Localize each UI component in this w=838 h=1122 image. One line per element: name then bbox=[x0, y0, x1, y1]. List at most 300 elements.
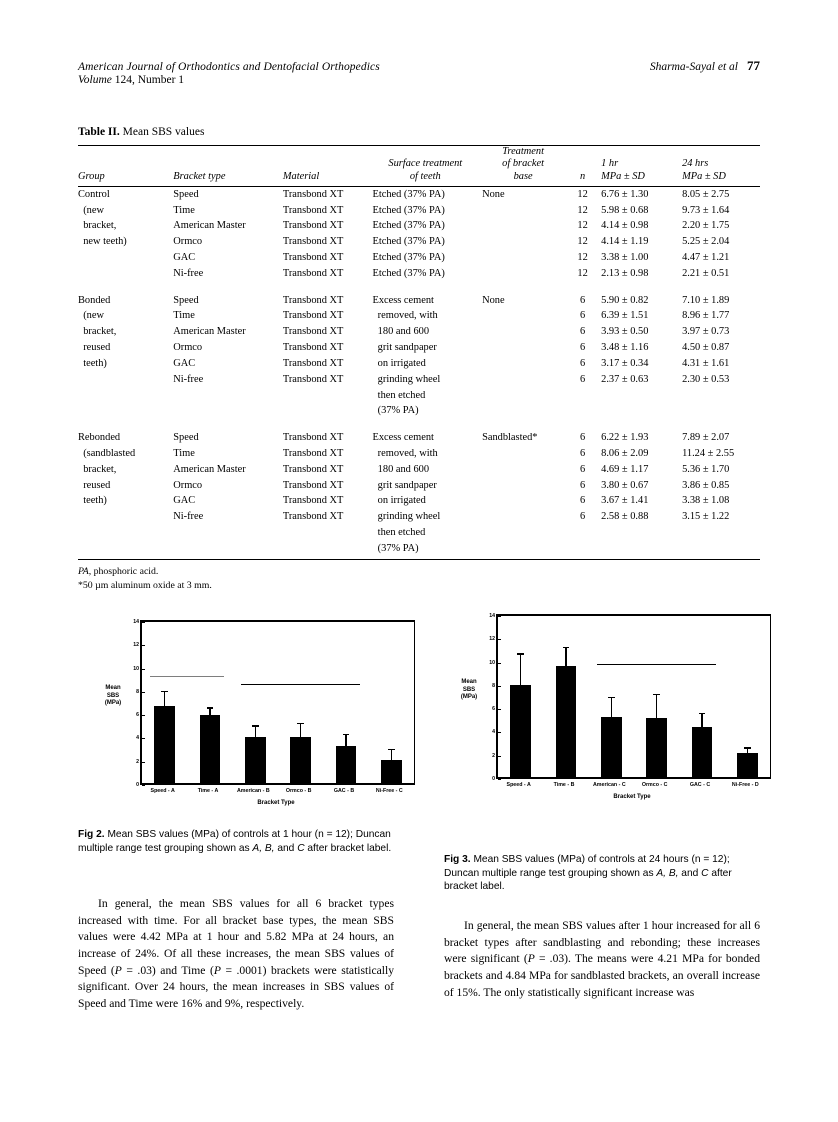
cell-base: None bbox=[482, 188, 505, 200]
cell-surface: grit sandpaper bbox=[372, 342, 437, 354]
footnote-text: *50 µm aluminum oxide at 3 mm. bbox=[78, 579, 212, 591]
cell-base bbox=[482, 356, 568, 372]
cell-empty bbox=[173, 403, 283, 419]
table-block bbox=[78, 126, 760, 593]
cell-bracket: Ni-free bbox=[173, 511, 204, 523]
cell-surface: Etched (37% PA) bbox=[372, 236, 445, 248]
cell-material: Transbond XT bbox=[282, 432, 344, 444]
cell-hr24: 4.50 ± 0.87 bbox=[682, 342, 730, 354]
cell-material: Transbond XT bbox=[282, 357, 344, 369]
cell-material: Transbond XT bbox=[282, 204, 344, 216]
cell-empty bbox=[78, 403, 173, 419]
cell-n: 6 bbox=[580, 479, 586, 491]
cell-n: 6 bbox=[580, 447, 586, 459]
th-material: Material bbox=[283, 146, 373, 186]
cell-base bbox=[482, 340, 568, 356]
cell-group: (sandblasted bbox=[78, 447, 136, 459]
cell-hr24: 4.31 ± 1.61 bbox=[682, 357, 730, 369]
cell-n: 6 bbox=[580, 432, 586, 444]
cell-hr1: 3.93 ± 0.50 bbox=[601, 326, 649, 338]
table-row bbox=[78, 250, 760, 266]
table-row bbox=[78, 186, 760, 202]
journal-title: American Journal of Orthodontics and Dentofacial Orthopedics bbox=[78, 61, 380, 73]
y-axis-tick: 6 bbox=[136, 712, 142, 718]
cell-empty bbox=[568, 541, 601, 557]
y-axis-tick: 8 bbox=[136, 689, 142, 695]
error-bar-cap bbox=[252, 725, 258, 726]
y-axis-tick: 4 bbox=[492, 729, 498, 735]
cell-empty bbox=[601, 403, 682, 419]
error-bar bbox=[656, 694, 657, 718]
cell-hr1: 6.39 ± 1.51 bbox=[601, 310, 649, 322]
x-axis-tick-label: Ni-Free - C bbox=[375, 788, 403, 794]
cell-surface: (37% PA) bbox=[372, 542, 419, 554]
cell-bracket: Time bbox=[173, 447, 195, 459]
cell-n: 6 bbox=[580, 310, 586, 322]
error-bar-cap bbox=[517, 653, 523, 654]
y-axis-title-line: (MPa) bbox=[460, 694, 478, 701]
cell-hr24: 8.05 ± 2.75 bbox=[682, 188, 730, 200]
cell-hr1: 4.14 ± 1.19 bbox=[601, 236, 649, 248]
cell-surface: Etched (37% PA) bbox=[372, 204, 445, 216]
cell-empty bbox=[173, 525, 283, 541]
cell-empty bbox=[78, 541, 173, 557]
cell-n: 12 bbox=[577, 220, 588, 232]
cell-base bbox=[482, 266, 568, 282]
table-row bbox=[78, 356, 760, 372]
cell-material: Transbond XT bbox=[282, 294, 344, 306]
x-axis-tick-label: American - B bbox=[236, 788, 270, 794]
y-axis-tick: 4 bbox=[136, 735, 142, 741]
y-axis-title-line: Mean bbox=[105, 685, 121, 692]
cell-n: 12 bbox=[577, 188, 588, 200]
cell-hr24: 4.47 ± 1.21 bbox=[682, 252, 730, 264]
y-axis-tick: 8 bbox=[492, 683, 498, 689]
cell-empty bbox=[283, 541, 373, 557]
mean-sbs-table bbox=[78, 146, 760, 557]
figure-3-caption bbox=[444, 853, 764, 894]
cell-empty bbox=[568, 403, 601, 419]
table-body bbox=[78, 186, 760, 556]
table-footnote bbox=[78, 579, 760, 593]
cell-n: 6 bbox=[580, 357, 586, 369]
cell-hr1: 3.80 ± 0.67 bbox=[601, 479, 649, 491]
cell-hr1: 3.67 ± 1.41 bbox=[601, 495, 649, 507]
cell-surface: then etched bbox=[372, 527, 426, 539]
cell-hr24: 3.15 ± 1.22 bbox=[682, 511, 730, 523]
cell-bracket: Ni-free bbox=[173, 267, 204, 279]
error-bar bbox=[345, 734, 346, 746]
cell-group: teeth) bbox=[78, 495, 107, 507]
th-surface-l1: Surface treatment bbox=[388, 158, 463, 170]
cell-bracket: American Master bbox=[173, 220, 246, 232]
cell-hr24: 7.10 ± 1.89 bbox=[682, 294, 730, 306]
cell-base: Sandblasted* bbox=[482, 432, 538, 444]
th-hr1 bbox=[601, 146, 682, 186]
cell-group: new teeth) bbox=[78, 236, 127, 248]
y-axis-title bbox=[100, 685, 126, 708]
significance-bar bbox=[150, 676, 224, 677]
cell-bracket: Ormco bbox=[173, 236, 203, 248]
cell-hr24: 8.96 ± 1.77 bbox=[682, 310, 730, 322]
table-block-gap bbox=[78, 282, 760, 293]
cell-empty bbox=[601, 541, 682, 557]
th-base-l1: Treatment bbox=[502, 146, 544, 157]
th-bracket: Bracket type bbox=[173, 146, 283, 186]
cell-n: 12 bbox=[577, 236, 588, 248]
cell-material: Transbond XT bbox=[282, 326, 344, 338]
error-bar-cap bbox=[744, 747, 750, 748]
x-axis-tick-label: GAC - B bbox=[333, 788, 355, 794]
table-bottom-rule bbox=[78, 559, 760, 560]
table-row bbox=[78, 462, 760, 478]
table-label: Table II. bbox=[78, 126, 120, 138]
cell-n: 6 bbox=[580, 463, 586, 475]
inline-italic-term: P bbox=[114, 963, 122, 977]
y-axis-title bbox=[456, 679, 482, 702]
cell-group: bracket, bbox=[78, 463, 117, 475]
cell-empty bbox=[173, 541, 283, 557]
figure-caption-tail: after bracket label. bbox=[444, 867, 732, 893]
th-base-l2: of bracket bbox=[502, 158, 544, 170]
figure-caption-conjunction: and bbox=[274, 842, 298, 854]
plot-area bbox=[133, 619, 415, 788]
cell-bracket: Ormco bbox=[173, 342, 203, 354]
cell-n: 6 bbox=[580, 342, 586, 354]
cell-material: Transbond XT bbox=[282, 188, 344, 200]
cell-material: Transbond XT bbox=[282, 267, 344, 279]
cell-base bbox=[482, 308, 568, 324]
figure-caption-tail: after bracket label. bbox=[304, 842, 392, 854]
cell-surface: removed, with bbox=[372, 310, 438, 322]
cell-empty bbox=[173, 388, 283, 404]
cell-base: None bbox=[482, 294, 505, 306]
cell-surface: on irrigated bbox=[372, 495, 426, 507]
cell-hr1: 3.48 ± 1.16 bbox=[601, 342, 649, 354]
error-bar bbox=[520, 653, 521, 685]
cell-hr1: 6.76 ± 1.30 bbox=[601, 188, 649, 200]
cell-surface: grinding wheel bbox=[372, 373, 441, 385]
y-axis-tick: 0 bbox=[136, 782, 142, 788]
th-hr1-l1: 1 hr bbox=[601, 158, 619, 170]
cell-hr1: 4.69 ± 1.17 bbox=[601, 463, 649, 475]
x-axis-tick-label: Time - A bbox=[197, 788, 219, 794]
error-bar bbox=[611, 697, 612, 717]
y-axis-tick: 0 bbox=[492, 776, 498, 782]
cell-bracket: Ni-free bbox=[173, 373, 204, 385]
y-axis-tick: 10 bbox=[489, 660, 498, 666]
cell-hr24: 2.20 ± 1.75 bbox=[682, 220, 730, 232]
cell-surface: 180 and 600 bbox=[372, 326, 430, 338]
table-row bbox=[78, 203, 760, 219]
cell-empty bbox=[568, 388, 601, 404]
table-row bbox=[78, 430, 760, 446]
th-hr1-l2: MPa ± SD bbox=[601, 170, 645, 182]
cell-bracket: GAC bbox=[173, 252, 196, 264]
cell-material: Transbond XT bbox=[282, 342, 344, 354]
y-axis-tick: 14 bbox=[133, 619, 142, 625]
cell-group bbox=[78, 250, 173, 266]
cell-hr24: 11.24 ± 2.55 bbox=[682, 447, 735, 459]
cell-base bbox=[482, 462, 568, 478]
cell-hr24: 5.36 ± 1.70 bbox=[682, 463, 730, 475]
cell-hr24: 3.97 ± 0.73 bbox=[682, 326, 730, 338]
cell-surface: removed, with bbox=[372, 447, 438, 459]
figure-caption-group-letter-c: C bbox=[701, 867, 709, 879]
cell-surface: grinding wheel bbox=[372, 511, 441, 523]
page-number: 77 bbox=[747, 58, 760, 73]
cell-surface: on irrigated bbox=[372, 357, 426, 369]
cell-base bbox=[482, 203, 568, 219]
cell-empty bbox=[482, 388, 568, 404]
error-bar-cap bbox=[161, 691, 167, 692]
volume-label: Volume bbox=[78, 74, 112, 86]
cell-empty bbox=[601, 525, 682, 541]
cell-group: teeth) bbox=[78, 357, 107, 369]
x-axis-tick-label: Speed - A bbox=[150, 788, 175, 794]
x-axis-title: Bracket Type bbox=[257, 800, 295, 806]
figure-3 bbox=[456, 606, 776, 811]
table-row bbox=[78, 509, 760, 525]
y-axis-title-line: Mean bbox=[461, 679, 477, 686]
running-head bbox=[78, 58, 760, 86]
figure-2 bbox=[100, 612, 420, 817]
bar bbox=[692, 727, 712, 779]
cell-material: Transbond XT bbox=[282, 373, 344, 385]
paragraph-text: = .0001) brackets were statistically significant. Over 24 hours, the mean increases in SBS values of Speed and Time were 16% and 9%, respectively. bbox=[78, 963, 395, 1011]
volume-value: 124, Number 1 bbox=[114, 74, 185, 86]
cell-group: Bonded bbox=[78, 294, 111, 306]
cell-hr24: 2.21 ± 0.51 bbox=[682, 267, 730, 279]
bar bbox=[737, 753, 757, 779]
table-row bbox=[78, 293, 760, 309]
cell-surface: Excess cement bbox=[372, 294, 434, 306]
table-row bbox=[78, 446, 760, 462]
table-row-continuation bbox=[78, 403, 760, 419]
cell-material: Transbond XT bbox=[282, 220, 344, 232]
significance-bar bbox=[597, 664, 716, 666]
bar bbox=[601, 717, 621, 779]
cell-empty bbox=[482, 525, 568, 541]
cell-empty bbox=[283, 403, 373, 419]
y-axis-title-line: (MPa) bbox=[104, 700, 122, 707]
cell-surface: Etched (37% PA) bbox=[372, 220, 445, 232]
table-row-continuation bbox=[78, 541, 760, 557]
th-surface bbox=[372, 146, 482, 186]
cell-group bbox=[78, 266, 173, 282]
cell-base bbox=[482, 493, 568, 509]
th-base bbox=[482, 146, 568, 186]
cell-base bbox=[482, 324, 568, 340]
cell-empty bbox=[568, 525, 601, 541]
cell-material: Transbond XT bbox=[282, 479, 344, 491]
cell-base bbox=[482, 509, 568, 525]
cell-group: reused bbox=[78, 479, 111, 491]
table-caption bbox=[78, 126, 760, 138]
error-bar bbox=[391, 749, 392, 760]
figure-caption-group-letters: A, B, bbox=[252, 842, 275, 854]
cell-material: Transbond XT bbox=[282, 495, 344, 507]
cell-n: 12 bbox=[577, 204, 588, 216]
cell-surface: grit sandpaper bbox=[372, 479, 437, 491]
cell-material: Transbond XT bbox=[282, 463, 344, 475]
cell-empty bbox=[283, 525, 373, 541]
cell-empty bbox=[682, 541, 760, 557]
paragraph-text: = .03). The means were 4.21 MPa for bonded brackets and 4.84 MPa for sandblasted brackets, an overall increase of 15%. The only statistically significant increase was bbox=[444, 952, 760, 999]
cell-n: 6 bbox=[580, 511, 586, 523]
cell-n: 6 bbox=[580, 495, 586, 507]
cell-empty bbox=[78, 388, 173, 404]
paragraph-left bbox=[78, 896, 394, 1013]
y-axis-tick: 12 bbox=[133, 642, 142, 648]
cell-group bbox=[78, 509, 173, 525]
table-footnotes bbox=[78, 565, 760, 593]
plot-area bbox=[489, 613, 771, 782]
x-axis-tick-label: Speed - A bbox=[506, 782, 531, 788]
figure-2-caption bbox=[78, 828, 398, 855]
cell-base bbox=[482, 218, 568, 234]
cell-empty bbox=[482, 403, 568, 419]
cell-hr1: 3.38 ± 1.00 bbox=[601, 252, 649, 264]
bar bbox=[154, 706, 174, 785]
x-axis-tick-label: GAC - C bbox=[689, 782, 711, 788]
cell-group: (new bbox=[78, 204, 104, 216]
table-row bbox=[78, 234, 760, 250]
table-row bbox=[78, 324, 760, 340]
figure-caption-conjunction: and bbox=[678, 867, 702, 879]
cell-bracket: American Master bbox=[173, 463, 246, 475]
bar bbox=[381, 760, 401, 785]
cell-empty bbox=[682, 403, 760, 419]
paragraph-right bbox=[444, 918, 760, 1001]
cell-bracket: GAC bbox=[173, 495, 196, 507]
error-bar-cap bbox=[653, 694, 659, 695]
paragraph-text: = .03) and Time ( bbox=[121, 963, 214, 977]
x-axis-tick-label: Time - B bbox=[553, 782, 575, 788]
cell-group: reused bbox=[78, 342, 111, 354]
figure-label: Fig 2. bbox=[78, 829, 105, 840]
cell-group: (new bbox=[78, 310, 104, 322]
cell-hr24: 9.73 ± 1.64 bbox=[682, 204, 730, 216]
cell-bracket: Time bbox=[173, 310, 195, 322]
x-axis-tick-label: Ormco - C bbox=[641, 782, 668, 788]
body-left-column bbox=[78, 896, 394, 1013]
figure-caption-text: Mean SBS values (MPa) of controls at 24 hours (n = 12); Duncan multiple range test grouping shown as bbox=[444, 854, 730, 879]
footnote-term: PA, bbox=[78, 565, 92, 577]
chart-fig3 bbox=[456, 606, 776, 811]
th-n: n bbox=[568, 146, 601, 186]
y-axis-tick: 14 bbox=[489, 613, 498, 619]
cell-material: Transbond XT bbox=[282, 310, 344, 322]
cell-bracket: American Master bbox=[173, 326, 246, 338]
y-axis-tick: 6 bbox=[492, 706, 498, 712]
cell-hr1: 8.06 ± 2.09 bbox=[601, 447, 649, 459]
figure-caption-text: Mean SBS values (MPa) of controls at 1 hour (n = 12); Duncan multiple range test grouping shown as bbox=[78, 829, 391, 854]
y-axis-tick: 10 bbox=[133, 666, 142, 672]
cell-n: 6 bbox=[580, 373, 586, 385]
cell-base bbox=[482, 250, 568, 266]
bar bbox=[556, 666, 576, 779]
cell-bracket: GAC bbox=[173, 357, 196, 369]
table-row bbox=[78, 266, 760, 282]
cell-surface: Etched (37% PA) bbox=[372, 252, 445, 264]
cell-base bbox=[482, 478, 568, 494]
table-row bbox=[78, 308, 760, 324]
cell-hr1: 5.98 ± 0.68 bbox=[601, 204, 649, 216]
table-row bbox=[78, 493, 760, 509]
bar bbox=[200, 715, 220, 785]
cell-surface: Etched (37% PA) bbox=[372, 188, 445, 200]
th-group: Group bbox=[78, 146, 173, 186]
table-block-gap bbox=[78, 419, 760, 430]
x-axis-line bbox=[142, 783, 414, 785]
y-axis-title-line: SBS bbox=[106, 692, 120, 699]
cell-group: Control bbox=[78, 188, 110, 200]
cell-bracket: Speed bbox=[173, 294, 199, 306]
cell-material: Transbond XT bbox=[282, 236, 344, 248]
figure-caption-group-letter-c: C bbox=[297, 842, 305, 854]
x-axis-tick-label: Ni-Free - D bbox=[731, 782, 759, 788]
cell-empty bbox=[601, 388, 682, 404]
bar bbox=[245, 737, 265, 785]
significance-bar bbox=[241, 684, 360, 686]
error-bar-cap bbox=[563, 647, 569, 648]
error-bar-cap bbox=[388, 749, 394, 750]
cell-hr1: 2.58 ± 0.88 bbox=[601, 511, 649, 523]
cell-group: bracket, bbox=[78, 220, 117, 232]
paragraph-text: In general, the mean SBS values after 1 hour increased for all 6 bracket types after sandblasting and rebonding; these increases were significant ( bbox=[444, 919, 760, 966]
bar bbox=[336, 746, 356, 785]
cell-base bbox=[482, 446, 568, 462]
cell-surface: 180 and 600 bbox=[372, 463, 430, 475]
cell-bracket: Time bbox=[173, 204, 195, 216]
cell-hr1: 5.90 ± 0.82 bbox=[601, 294, 649, 306]
error-bar-cap bbox=[343, 734, 349, 735]
cell-hr1: 3.17 ± 0.34 bbox=[601, 357, 649, 369]
cell-group: bracket, bbox=[78, 326, 117, 338]
figure-label: Fig 3. bbox=[444, 854, 471, 865]
cell-hr24: 5.25 ± 2.04 bbox=[682, 236, 730, 248]
cell-group: Rebonded bbox=[78, 432, 121, 444]
table-row bbox=[78, 340, 760, 356]
y-axis-tick: 2 bbox=[492, 753, 498, 759]
cell-base bbox=[482, 234, 568, 250]
th-surface-l2: of teeth bbox=[409, 170, 441, 182]
x-axis-tick-label: American - C bbox=[592, 782, 626, 788]
cell-hr1: 2.37 ± 0.63 bbox=[601, 373, 649, 385]
paragraph-text: In general, the mean SBS values for all 6 bracket types increased with time. For all bracket base types, the mean SBS values were 4.42 MPa at 1 hour and 5.82 MPa at 24 hours, an increase of 24%. Of all these increases, the mean SBS values of Speed ( bbox=[78, 897, 394, 977]
cell-n: 6 bbox=[580, 294, 586, 306]
cell-empty bbox=[78, 525, 173, 541]
error-bar bbox=[701, 713, 702, 727]
article-authors: Sharma-Sayal et al bbox=[649, 61, 738, 73]
y-axis-tick: 12 bbox=[489, 636, 498, 642]
cell-hr1: 2.13 ± 0.98 bbox=[601, 267, 649, 279]
cell-hr1: 4.14 ± 0.98 bbox=[601, 220, 649, 232]
error-bar bbox=[565, 647, 566, 666]
cell-n: 6 bbox=[580, 326, 586, 338]
body-right-column bbox=[444, 918, 760, 1001]
x-axis-line bbox=[498, 777, 770, 779]
footnote-text: phosphoric acid. bbox=[91, 565, 159, 577]
inline-italic-term: P bbox=[527, 952, 535, 966]
bar bbox=[510, 685, 530, 779]
cell-n: 12 bbox=[577, 252, 588, 264]
chart-fig2 bbox=[100, 612, 420, 817]
cell-material: Transbond XT bbox=[282, 252, 344, 264]
x-axis-tick-label: Ormco - B bbox=[285, 788, 312, 794]
cell-material: Transbond XT bbox=[282, 447, 344, 459]
